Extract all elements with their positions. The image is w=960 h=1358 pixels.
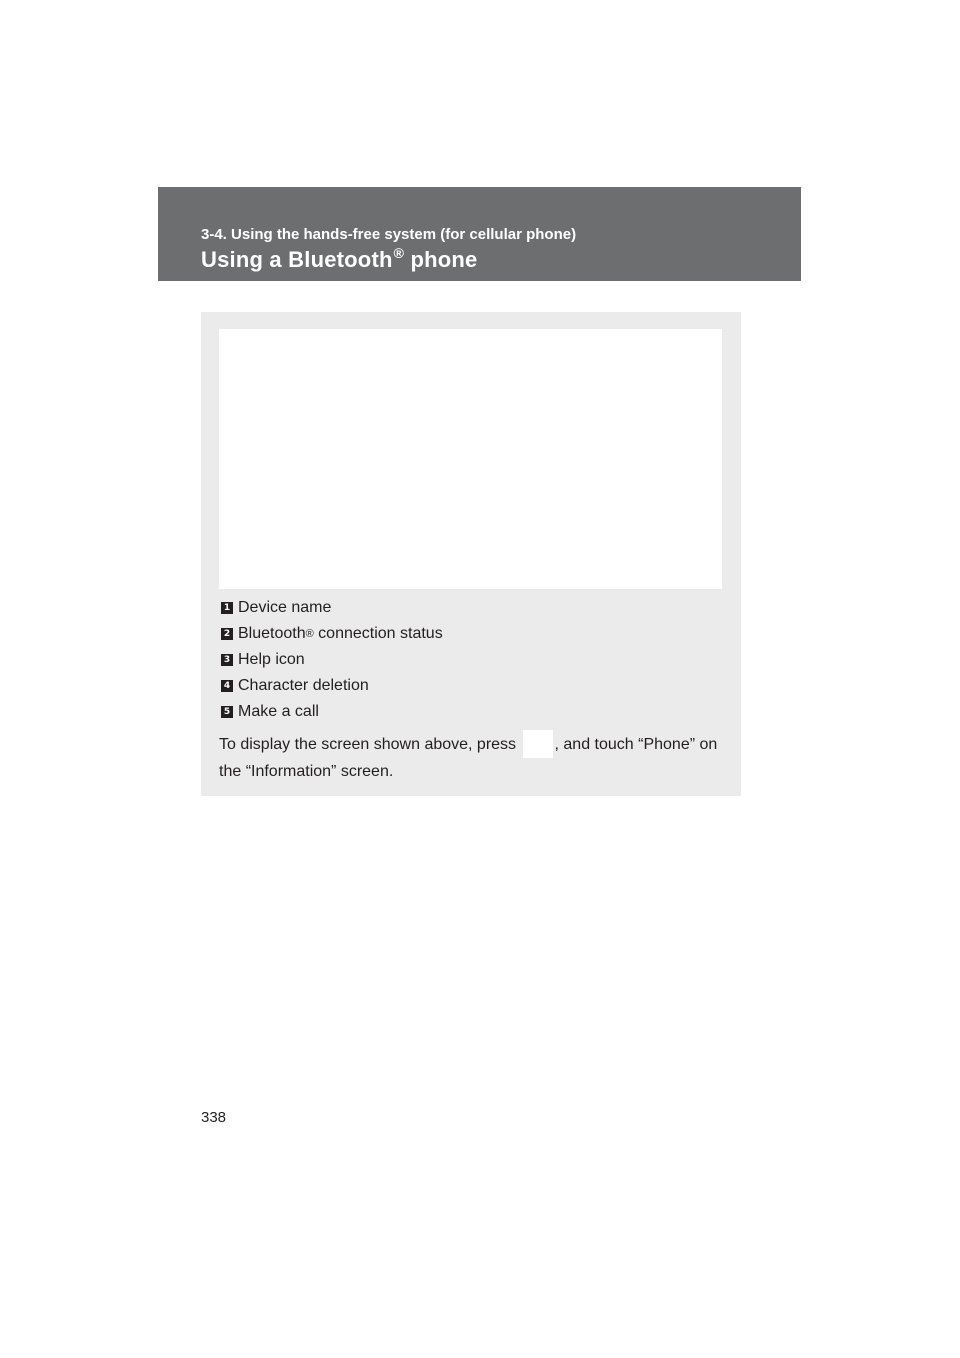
legend-label: Make a call — [238, 703, 319, 720]
number-badge-icon: 3 — [221, 654, 233, 666]
legend-item — [221, 647, 443, 673]
screen-illustration — [219, 329, 722, 589]
registered-mark: ® — [393, 245, 405, 261]
legend-item — [221, 673, 443, 699]
legend-label: Character deletion — [238, 677, 369, 694]
legend-label: Bluetooth — [238, 625, 306, 642]
number-badge-icon: 5 — [221, 706, 233, 718]
info-box — [201, 312, 741, 796]
page-title-main: Using a Bluetooth — [201, 247, 393, 272]
legend-label: Help icon — [238, 651, 305, 668]
legend-list — [221, 595, 443, 725]
legend-label: Device name — [238, 599, 332, 616]
note-text-start: To display the screen shown above, press — [219, 736, 521, 753]
legend-item — [221, 595, 443, 621]
instruction-note — [219, 730, 724, 785]
section-label: 3-4. Using the hands-free system (for cellular phone) — [201, 226, 577, 243]
legend-label-end: connection status — [313, 625, 443, 642]
info-button-icon — [523, 730, 553, 758]
note-text-end: , and touch “Phone” on the “Information” screen. — [219, 736, 718, 780]
number-badge-icon: 4 — [221, 680, 233, 692]
page-number: 338 — [201, 1109, 227, 1126]
legend-item — [221, 699, 443, 725]
page-title — [201, 247, 477, 273]
number-badge-icon: 2 — [221, 628, 233, 640]
page-title-end: phone — [404, 247, 478, 272]
legend-item: 2 Bluetooth ® connection status — [221, 621, 443, 647]
header-band — [158, 187, 801, 281]
number-badge-icon: 1 — [221, 602, 233, 614]
